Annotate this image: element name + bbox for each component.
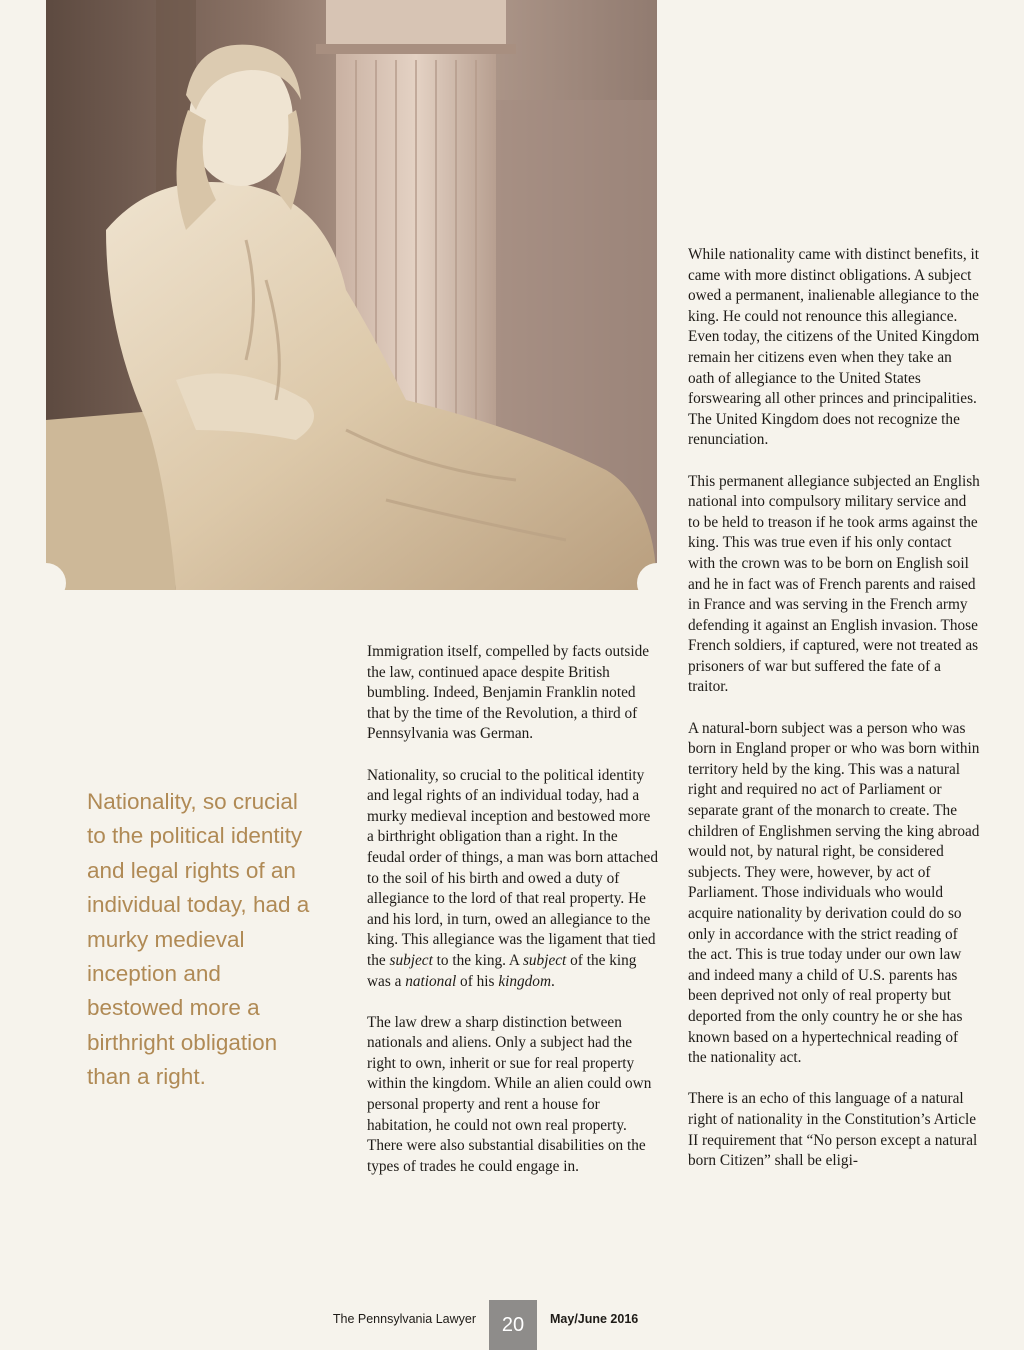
pull-quote: Nationality, so crucial to the political identity and legal rights of an individual today, had a murky medieval inception and bestowed more a birthright obligation than a right. [87,789,310,1090]
franklin-statue-photo [46,0,657,590]
paragraph-nationality: Nationality, so crucial to the political identity and legal rights of an individual today, had a murky medieval inception and bestowed more a birthright obligation than a right. In the feudal order of things, a man was born attached to the soil of his birth and owed a duty of allegiance to the lord of that real property. He and his lord, in turn, owed an allegiance to the king. This allegiance was the ligament that tied the subject to the king. A subject of the king was a national of his kingdom. [367,766,658,990]
paragraph-nationals-aliens: The law drew a sharp distinction between nationals and aliens. Only a subject had the right to own, inherit or sue for real property within the kingdom. While an alien could own personal property and rent a house for habitation, he could not own real property. There were also substantial disabilities on the types of trades he could engage in. [367,1013,652,1175]
article-column-middle [367,642,659,1177]
page-footer [0,1300,1024,1350]
statue-illustration [46,0,657,590]
paragraph-permanent-allegiance: This permanent allegiance subjected an English national into compulsory military service and to be held to treason if he took arms against the king. This was true even if his only contact with the crown was to be born on English soil and he in fact was of French parents and raised in France and was serving in the French army defending it against an English invasion. Those French soldiers, if captured, were not treated as prisoners of war but suffered the fate of a traitor. [688,472,980,696]
page-number-badge: 20 [489,1300,537,1350]
article-column-right [688,245,980,1172]
publication-name: The Pennsylvania Lawyer [332,1312,476,1326]
issue-date: May/June 2016 [550,1312,639,1326]
photo-corner-notch-right [637,563,677,603]
paragraph-natural-born: A natural-born subject was a person who was born in England proper or who was born within territory held by the king. This was a natural right and required no act of Parliament or separate grant of the monarch to create. The children of Englishmen serving the king abroad would not, by natural right, be considered subjects. They were, however, by act of Parliament. Those individuals who would acquire nationality by derivation could do so only in accordance with the strict reading of the act. This is true today under our own law and indeed many a child of U.S. parents has been deprived not only of real property but deported from the only country he or she has known based on a hypertechnical reading of the nationality act. [688,719,980,1067]
paragraph-constitution: There is an echo of this language of a natural right of nationality in the Constitution’s Article II requirement that “No person except a natural born Citizen” shall be eligi- [688,1090,978,1170]
paragraph-immigration: Immigration itself, compelled by facts outside the law, continued apace despite British bumbling. Indeed, Benjamin Franklin noted that by the time of the Revolution, a third of Pennsylvania was German. [367,643,650,743]
photo-corner-notch-left [26,563,66,603]
paragraph-obligations: While nationality came with distinct benefits, it came with more distinct obligations. A subject owed a permanent, inalienable allegiance to the king. He could not renounce this allegiance. Even today, the citizens of the United Kingdom remain her citizens even when they take an oath of allegiance to the United States forswearing all other princes and principalities. The United Kingdom does not recognize the renunciation. [688,246,980,449]
